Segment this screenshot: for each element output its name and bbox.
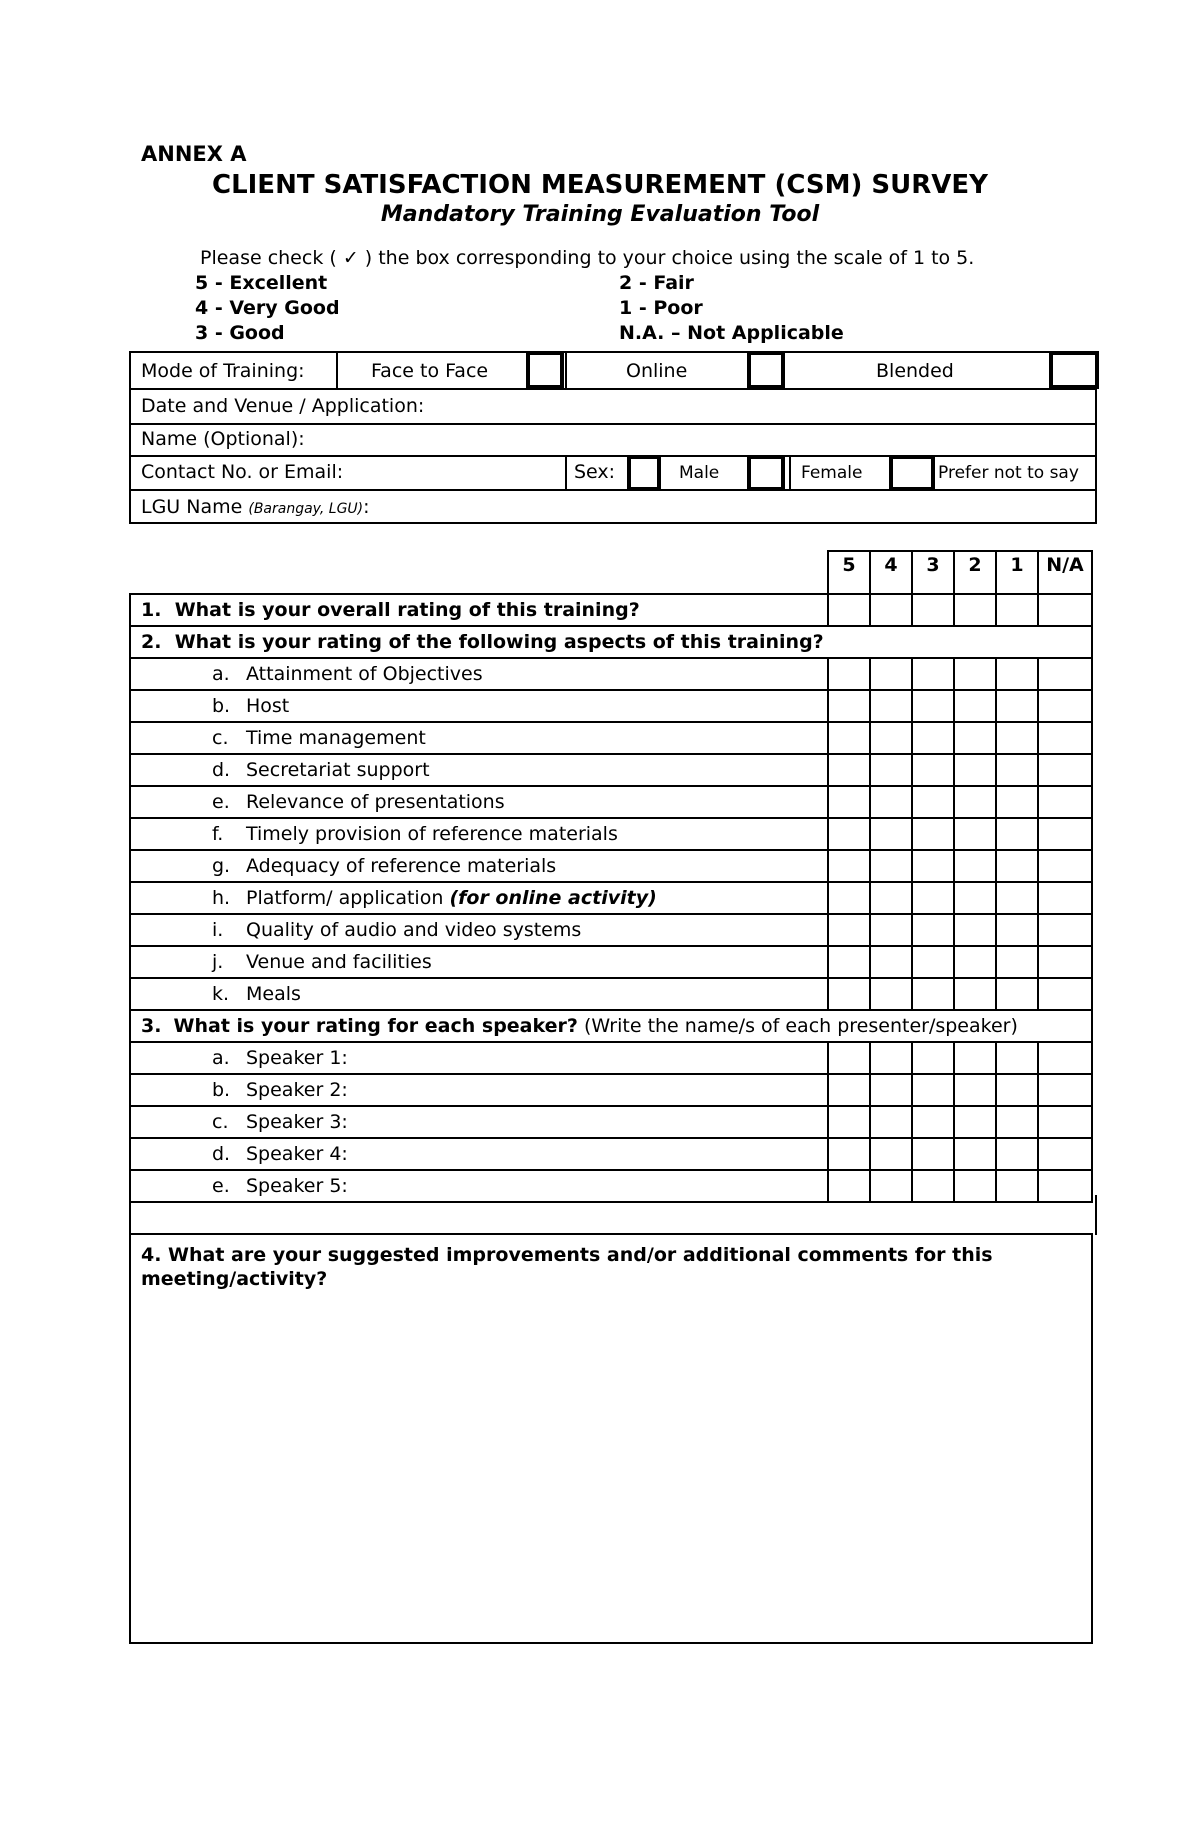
rating-cell[interactable] <box>870 690 912 722</box>
rating-cell[interactable] <box>828 594 870 626</box>
scale-4: 4 - Very Good <box>195 297 340 319</box>
q1-text <box>130 594 828 626</box>
rating-cell[interactable] <box>870 1074 912 1106</box>
q1-row <box>130 594 1092 626</box>
scale-na: N.A. – Not Applicable <box>619 322 844 344</box>
mode-blended: Blended <box>876 360 954 382</box>
rating-cell[interactable] <box>954 1138 996 1170</box>
q2-num: 2. <box>141 631 162 653</box>
aspect-label <box>130 818 828 850</box>
scale-1: 1 - Poor <box>619 297 703 319</box>
rating-cell[interactable] <box>828 882 870 914</box>
speaker-label <box>130 1138 828 1170</box>
q3-question: What is your rating for each speaker? <box>173 1015 578 1037</box>
rating-cell[interactable] <box>828 690 870 722</box>
rating-cell[interactable] <box>828 978 870 1010</box>
aspect-row <box>130 978 1092 1010</box>
speaker-text: Speaker 3: <box>246 1111 348 1133</box>
rating-cell[interactable] <box>954 722 996 754</box>
rating-cell[interactable] <box>828 722 870 754</box>
q2-row <box>130 626 1092 658</box>
rating-cell[interactable] <box>996 658 1038 690</box>
face-to-face-checkbox[interactable] <box>526 351 564 389</box>
rating-cell[interactable] <box>870 722 912 754</box>
aspect-letter: i. <box>212 919 224 941</box>
rating-cell[interactable] <box>870 786 912 818</box>
date-venue-label: Date and Venue / Application: <box>141 395 425 417</box>
rating-cell[interactable] <box>912 1106 954 1138</box>
rating-cell[interactable] <box>870 1042 912 1074</box>
rating-cell[interactable] <box>912 754 954 786</box>
rating-cell[interactable] <box>912 658 954 690</box>
rating-cell[interactable] <box>954 1042 996 1074</box>
rating-cell[interactable] <box>1038 850 1092 882</box>
aspect-letter: a. <box>212 663 230 685</box>
q3-row <box>130 1010 1092 1042</box>
female-checkbox[interactable] <box>747 455 785 491</box>
aspect-row <box>130 754 1092 786</box>
col-5: 5 <box>828 551 870 594</box>
rating-cell[interactable] <box>828 818 870 850</box>
aspect-letter: f. <box>212 823 224 845</box>
survey-title: CLIENT SATISFACTION MEASUREMENT (CSM) SURVEY <box>211 170 988 200</box>
speaker-label <box>130 1042 828 1074</box>
speaker-letter: c. <box>212 1111 229 1133</box>
scale-2: 2 - Fair <box>619 272 694 294</box>
rating-cell[interactable] <box>996 690 1038 722</box>
mode-online: Online <box>626 360 688 382</box>
rating-cell[interactable] <box>870 1106 912 1138</box>
rating-cell[interactable] <box>870 1138 912 1170</box>
aspect-row <box>130 722 1092 754</box>
rating-cell[interactable] <box>954 1106 996 1138</box>
rating-cell[interactable] <box>828 914 870 946</box>
rating-cell[interactable] <box>870 850 912 882</box>
rating-cell[interactable] <box>954 850 996 882</box>
aspect-letter: c. <box>212 727 229 749</box>
speaker-label <box>130 1106 828 1138</box>
aspect-row <box>130 658 1092 690</box>
q3-num: 3. <box>141 1015 162 1037</box>
rating-cell[interactable] <box>828 786 870 818</box>
rating-cell[interactable] <box>912 786 954 818</box>
q3-text <box>130 1010 1092 1042</box>
aspect-text: Time management <box>246 727 426 749</box>
aspect-text: Attainment of Objectives <box>246 663 483 685</box>
aspect-letter: g. <box>212 855 231 877</box>
speaker-row <box>130 1042 1092 1074</box>
aspect-letter: h. <box>212 887 231 909</box>
rating-cell[interactable] <box>996 1138 1038 1170</box>
comments-question: 4. What are your suggested improvements and/or additional comments for this meeting/activity? <box>141 1244 993 1290</box>
aspect-letter: d. <box>212 759 231 781</box>
aspect-label <box>130 690 828 722</box>
annex-label: ANNEX A <box>141 142 247 166</box>
rating-cell[interactable] <box>912 850 954 882</box>
aspect-row <box>130 690 1092 722</box>
rating-cell[interactable] <box>828 1106 870 1138</box>
rating-cell[interactable] <box>912 722 954 754</box>
scale-5: 5 - Excellent <box>195 272 328 294</box>
col-na: N/A <box>1038 551 1092 594</box>
rating-cell[interactable] <box>996 754 1038 786</box>
rating-cell[interactable] <box>828 946 870 978</box>
col-3: 3 <box>912 551 954 594</box>
lgu-name-text: LGU Name <box>141 496 243 518</box>
rating-cell[interactable] <box>954 1074 996 1106</box>
rating-cell[interactable] <box>996 914 1038 946</box>
rating-cell[interactable] <box>828 1074 870 1106</box>
aspect-letter: e. <box>212 791 230 813</box>
rating-cell[interactable] <box>954 690 996 722</box>
rating-cell[interactable] <box>996 1042 1038 1074</box>
q3-note: (Write the name/s of each presenter/speaker) <box>583 1015 1018 1037</box>
col-2: 2 <box>954 551 996 594</box>
rating-cell[interactable] <box>870 978 912 1010</box>
speaker-text: Speaker 2: <box>246 1079 348 1101</box>
q2-text <box>130 626 1092 658</box>
aspect-text: Platform/ application <box>246 887 444 909</box>
aspect-row <box>130 850 1092 882</box>
male-checkbox[interactable] <box>627 455 661 491</box>
rating-cell[interactable] <box>1038 1042 1092 1074</box>
rating-cell[interactable] <box>954 786 996 818</box>
rating-cell[interactable] <box>912 818 954 850</box>
aspect-label <box>130 978 828 1010</box>
rating-cell[interactable] <box>996 850 1038 882</box>
rating-cell[interactable] <box>1038 946 1092 978</box>
rating-cell[interactable] <box>870 818 912 850</box>
rating-cell[interactable] <box>870 754 912 786</box>
rating-cell[interactable] <box>954 914 996 946</box>
rating-cell[interactable] <box>912 914 954 946</box>
rating-cell[interactable] <box>1038 754 1092 786</box>
mode-label: Mode of Training: <box>141 360 305 382</box>
rating-cell[interactable] <box>954 754 996 786</box>
aspect-text: Timely provision of reference materials <box>246 823 618 845</box>
rating-cell[interactable] <box>954 978 996 1010</box>
rating-cell[interactable] <box>996 1106 1038 1138</box>
col-1: 1 <box>996 551 1038 594</box>
aspect-letter: k. <box>212 983 230 1005</box>
aspect-text: Venue and facilities <box>246 951 432 973</box>
scale-3: 3 - Good <box>195 322 285 344</box>
rating-cell[interactable] <box>870 914 912 946</box>
rating-header-row <box>130 551 1092 594</box>
speaker-row <box>130 1138 1092 1170</box>
aspect-label <box>130 914 828 946</box>
q1-num: 1. <box>141 599 162 621</box>
speaker-letter: a. <box>212 1047 230 1069</box>
rating-cell[interactable] <box>912 690 954 722</box>
aspect-letter: j. <box>212 951 224 973</box>
comments-box[interactable] <box>129 1233 1093 1644</box>
name-label: Name (Optional): <box>141 428 305 450</box>
speaker-label <box>130 1074 828 1106</box>
rating-cell[interactable] <box>1038 818 1092 850</box>
rating-cell[interactable] <box>870 594 912 626</box>
rating-cell[interactable] <box>1038 1138 1092 1170</box>
rating-cell[interactable] <box>870 658 912 690</box>
prefer-not-to-say-checkbox[interactable] <box>889 455 935 491</box>
rating-cell[interactable] <box>912 1138 954 1170</box>
aspect-label <box>130 946 828 978</box>
speaker-row <box>130 1074 1092 1106</box>
rating-cell[interactable] <box>996 594 1038 626</box>
rating-cell[interactable] <box>828 1138 870 1170</box>
col-4: 4 <box>870 551 912 594</box>
aspect-text: Quality of audio and video systems <box>246 919 582 941</box>
aspect-row <box>130 818 1092 850</box>
rating-cell[interactable] <box>996 946 1038 978</box>
rating-cell[interactable] <box>954 594 996 626</box>
aspect-label <box>130 722 828 754</box>
aspect-row <box>130 786 1092 818</box>
aspect-letter: b. <box>212 695 231 717</box>
aspect-row <box>130 914 1092 946</box>
rating-cell[interactable] <box>912 946 954 978</box>
rating-cell[interactable] <box>1038 1074 1092 1106</box>
rating-cell[interactable] <box>1038 786 1092 818</box>
training-info-box <box>129 351 1097 524</box>
aspect-text: Adequacy of reference materials <box>246 855 557 877</box>
rating-cell[interactable] <box>828 850 870 882</box>
rating-cell[interactable] <box>828 1042 870 1074</box>
speaker-text: Speaker 4: <box>246 1143 348 1165</box>
aspect-row <box>130 882 1092 914</box>
blended-checkbox[interactable] <box>1049 351 1099 389</box>
rating-cell[interactable] <box>912 1074 954 1106</box>
rating-cell[interactable] <box>996 882 1038 914</box>
rating-cell[interactable] <box>828 658 870 690</box>
rating-cell[interactable] <box>996 818 1038 850</box>
aspect-text: Host <box>246 695 290 717</box>
rating-cell[interactable] <box>870 882 912 914</box>
rating-cell[interactable] <box>996 978 1038 1010</box>
sex-prefer-not-to-say: Prefer not to say <box>938 463 1079 483</box>
mode-face-to-face: Face to Face <box>371 360 489 382</box>
lgu-colon: : <box>363 496 370 518</box>
aspect-text: Relevance of presentations <box>246 791 505 813</box>
rating-cell[interactable] <box>1038 1106 1092 1138</box>
rating-cell[interactable] <box>1038 658 1092 690</box>
sex-male: Male <box>679 463 720 483</box>
speaker-text: Speaker 5: <box>246 1175 348 1197</box>
sex-female: Female <box>801 463 863 483</box>
rating-cell[interactable] <box>912 1042 954 1074</box>
aspect-label <box>130 786 828 818</box>
rating-cell[interactable] <box>996 1074 1038 1106</box>
aspect-note: (for online activity) <box>449 887 657 909</box>
aspect-text: Meals <box>246 983 301 1005</box>
q1-question: What is your overall rating of this training? <box>174 599 640 621</box>
rating-cell[interactable] <box>1038 882 1092 914</box>
survey-subtitle: Mandatory Training Evaluation Tool <box>380 202 820 227</box>
rating-cell[interactable] <box>1038 722 1092 754</box>
aspect-label <box>130 754 828 786</box>
rating-cell[interactable] <box>954 818 996 850</box>
rating-cell[interactable] <box>912 594 954 626</box>
rating-cell[interactable] <box>1038 690 1092 722</box>
rating-cell[interactable] <box>954 658 996 690</box>
rating-cell[interactable] <box>1038 914 1092 946</box>
rating-cell[interactable] <box>954 946 996 978</box>
aspect-label <box>130 882 828 914</box>
header-blank <box>130 551 828 594</box>
rating-cell[interactable] <box>996 786 1038 818</box>
rating-cell[interactable] <box>1038 978 1092 1010</box>
lgu-label <box>141 496 370 518</box>
rating-cell[interactable] <box>1038 594 1092 626</box>
speaker-letter: b. <box>212 1079 231 1101</box>
speaker-letter: e. <box>212 1175 230 1197</box>
table-spacer <box>129 1195 1097 1235</box>
rating-cell[interactable] <box>954 882 996 914</box>
rating-cell[interactable] <box>912 882 954 914</box>
speaker-text: Speaker 1: <box>246 1047 348 1069</box>
rating-cell[interactable] <box>912 978 954 1010</box>
contact-label: Contact No. or Email: <box>141 461 344 483</box>
aspect-row <box>130 946 1092 978</box>
rating-cell[interactable] <box>828 754 870 786</box>
aspect-label <box>130 850 828 882</box>
aspect-text: Secretariat support <box>246 759 430 781</box>
lgu-hint: (Barangay, LGU) <box>248 501 364 517</box>
speaker-row <box>130 1106 1092 1138</box>
sex-label: Sex: <box>574 461 616 483</box>
ratings-table <box>129 550 1093 1203</box>
rating-cell[interactable] <box>870 946 912 978</box>
instruction-text: Please check ( ✓ ) the box corresponding to your choice using the scale of 1 to 5. <box>200 247 975 269</box>
speaker-letter: d. <box>212 1143 231 1165</box>
q2-question: What is your rating of the following aspects of this training? <box>174 631 824 653</box>
rating-cell[interactable] <box>996 722 1038 754</box>
aspect-label <box>130 658 828 690</box>
online-checkbox[interactable] <box>747 351 785 389</box>
